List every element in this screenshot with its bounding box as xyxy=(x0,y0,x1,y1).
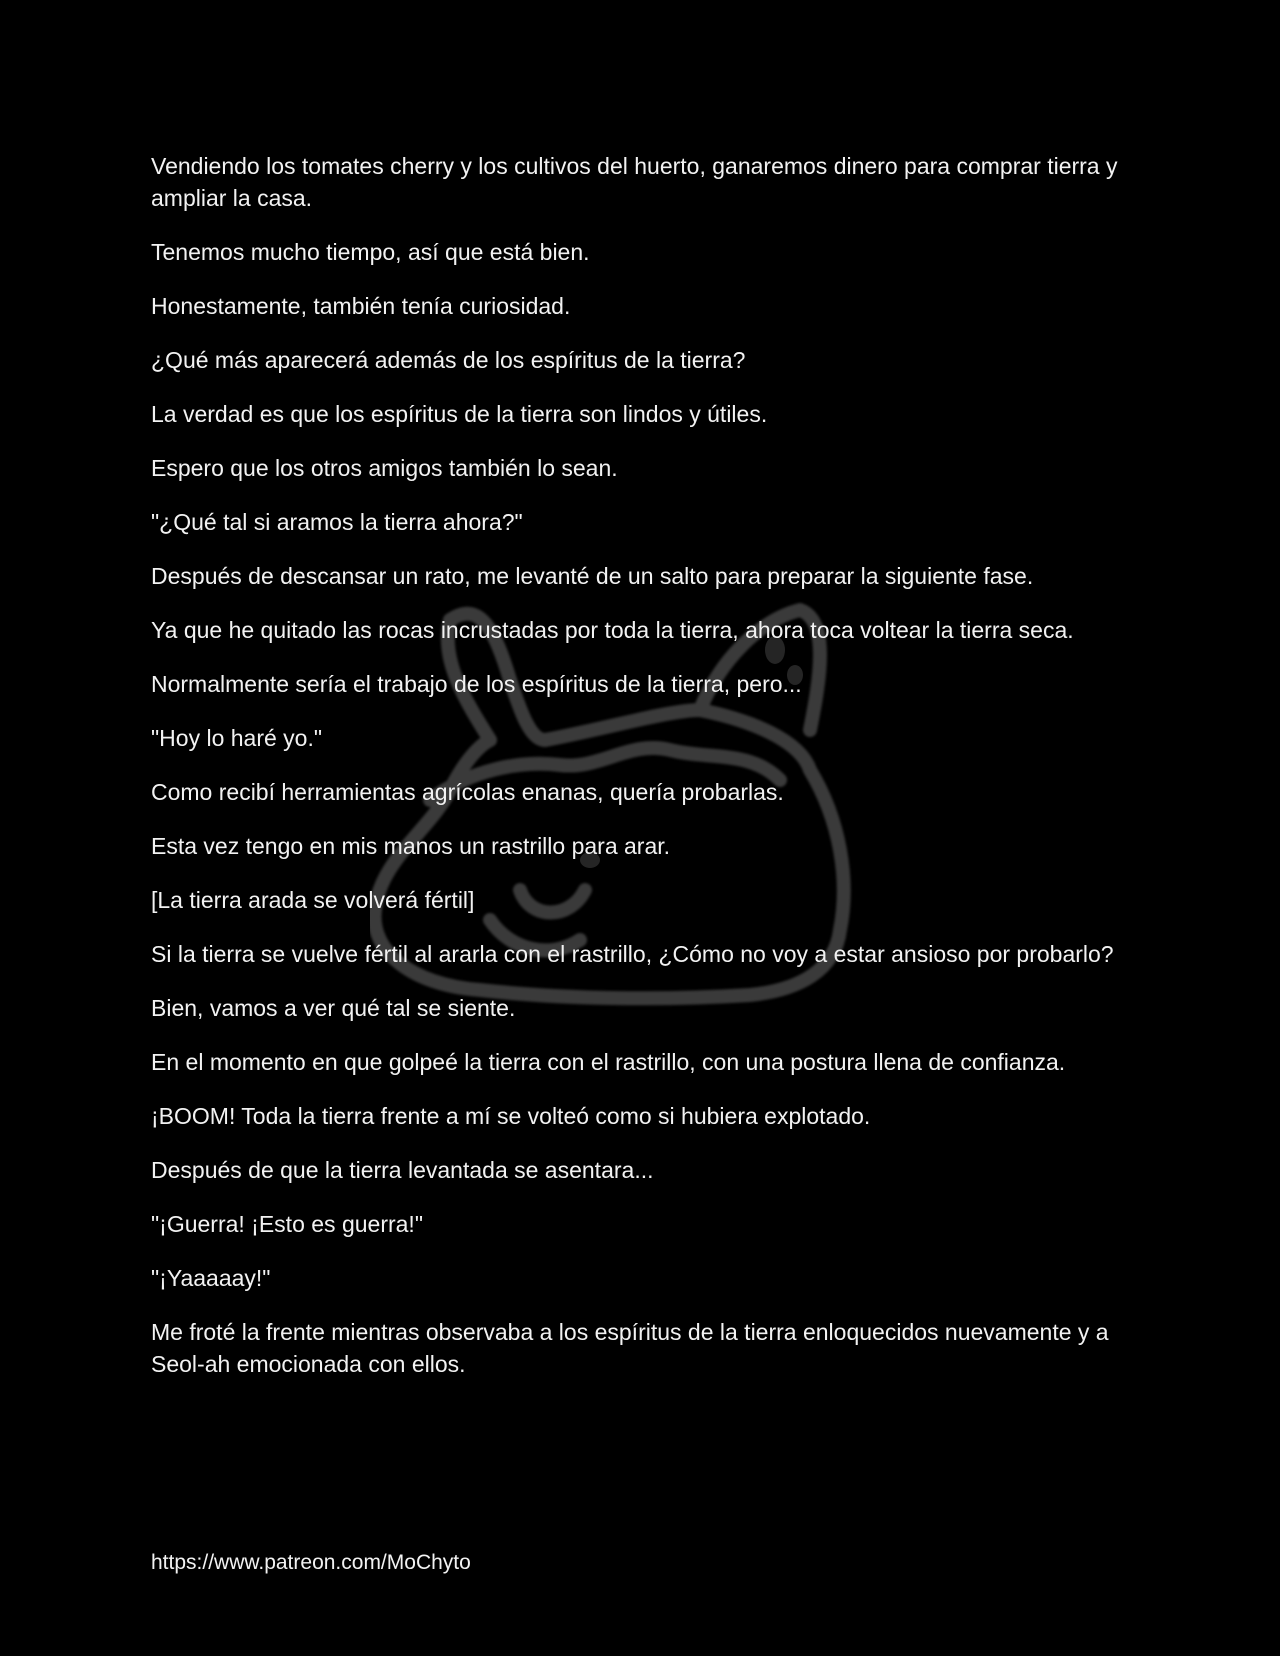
paragraph: "¿Qué tal si aramos la tierra ahora?" xyxy=(151,509,523,535)
paragraph: Normalmente sería el trabajo de los espíritus de la tierra, pero... xyxy=(151,671,802,697)
paragraph: Me froté la frente mientras observaba a los espíritus de la tierra enloquecidos nuevamente y a Seol-ah emocionada con ellos. xyxy=(151,1319,1109,1377)
patreon-link[interactable]: https://www.patreon.com/MoChyto xyxy=(151,1551,471,1574)
paragraph: [La tierra arada se volverá fértil] xyxy=(151,887,475,913)
paragraph: ¡BOOM! Toda la tierra frente a mí se volteó como si hubiera explotado. xyxy=(151,1103,871,1129)
paragraph: Tenemos mucho tiempo, así que está bien. xyxy=(151,239,590,265)
paragraph: Bien, vamos a ver qué tal se siente. xyxy=(151,995,516,1021)
paragraph: Después de descansar un rato, me levanté de un salto para preparar la siguiente fase. xyxy=(151,563,1034,589)
paragraph: Esta vez tengo en mis manos un rastrillo para arar. xyxy=(151,833,671,859)
paragraph: "¡Yaaaaay!" xyxy=(151,1265,271,1291)
chapter-text xyxy=(151,150,1141,1402)
paragraph: ¿Qué más aparecerá además de los espíritus de la tierra? xyxy=(151,347,746,373)
paragraph: Después de que la tierra levantada se asentara... xyxy=(151,1157,654,1183)
paragraph: "¡Guerra! ¡Esto es guerra!" xyxy=(151,1211,423,1237)
paragraph: En el momento en que golpeé la tierra con el rastrillo, con una postura llena de confianza. xyxy=(151,1049,1066,1075)
paragraph: Vendiendo los tomates cherry y los cultivos del huerto, ganaremos dinero para comprar tierra y ampliar la casa. xyxy=(151,153,1118,211)
paragraph: Como recibí herramientas agrícolas enanas, quería probarlas. xyxy=(151,779,784,805)
paragraph: Honestamente, también tenía curiosidad. xyxy=(151,293,571,319)
paragraph: Espero que los otros amigos también lo sean. xyxy=(151,455,618,481)
paragraph: La verdad es que los espíritus de la tierra son lindos y útiles. xyxy=(151,401,768,427)
paragraph: Si la tierra se vuelve fértil al ararla con el rastrillo, ¿Cómo no voy a estar ansioso por probarlo? xyxy=(151,941,1114,967)
paragraph: "Hoy lo haré yo." xyxy=(151,725,323,751)
paragraph: Ya que he quitado las rocas incrustadas por toda la tierra, ahora toca voltear la tierra seca. xyxy=(151,617,1074,643)
